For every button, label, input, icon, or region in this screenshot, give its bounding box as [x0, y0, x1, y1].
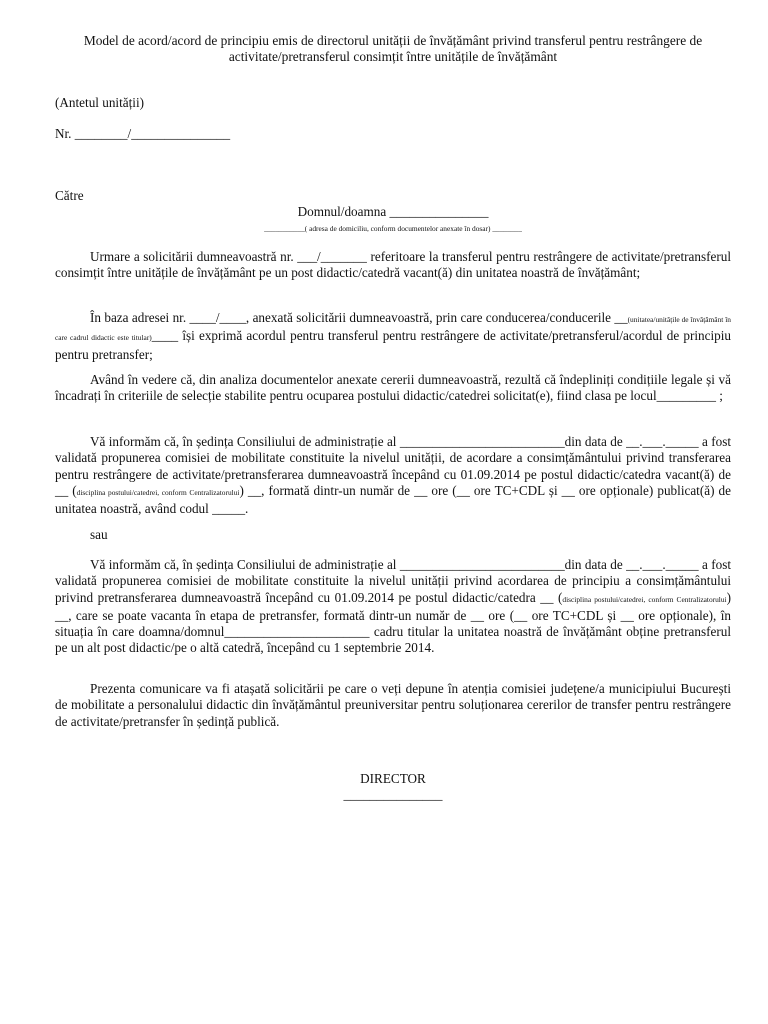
- paragraph-address-agreement-text-a: În baza adresei nr. ____/____, anexată solicitării dumneavoastră, prin care conducerea/conducerile __: [90, 310, 628, 325]
- paragraph-request: Urmare a solicitării dumneavoastră nr. ___/_______ referitoare la transferul pentru restrângere de activitate/pretransferul consimțit între unitățile de învățământ pe un post didactic/catedră vacant(ă) din unitatea noastră de învățământ;: [55, 249, 731, 281]
- address-note: ___________( adresa de domiciliu, conform documentelor anexate în dosar) ________: [264, 224, 522, 233]
- title-line-1: Model de acord/acord de principiu emis de directorul unității de învățământ privind transferul pentru restrângere de: [83, 33, 703, 48]
- addressee-name: Domnul/doamna _______________: [297, 204, 489, 219]
- document-title: [55, 33, 731, 66]
- paragraph-analysis: Având în vedere că, din analiza documentelor anexate cererii dumneavoastră, rezultă că îndepliniți condițiile legale și vă încadrați în criteriile de selecție stabilite pentru ocuparea postului didactic/catedrei solicitat(e), fiind clasa pe locul_________ ;: [55, 372, 731, 404]
- director-title: DIRECTOR: [360, 771, 426, 786]
- unit-header-placeholder: (Antetul unității): [55, 95, 144, 110]
- paragraph-transfer-text-a: Vă informăm că, în ședința Consiliului de administrație al _________________________din data de __.___._____ a fost validată propunerea comisiei de mobilitate constituite la nivelul unității, de acordare a consimțământului privind transferarea pentru restrângere de activitate/pretransferarea dumneavoastră începând cu 01.09.2014 pe postul didactic/catedra vacant(ă) de __ (: [55, 434, 731, 498]
- paragraph-address-agreement-text-b: ____ își exprimă acordul pentru transferul pentru restrângere de activitate/pretransferul/acordul de principiu pentru pretransfer;: [55, 328, 732, 362]
- paragraph-pretransfer-validation: [55, 557, 731, 657]
- paragraph-pretransfer-text-b: ) __, care se poate vacanta în etapa de pretransfer, formată dintr-un număr de __ ore (__ ore TC+CDL și __ ore opționale), în situația în care doamna/domnul______________________ cadru titular la unitatea noastră de învățământ obține pretransferul pe un alt post didactic/pe o altă catedră, începând cu 1 septembrie 2014.: [55, 589, 732, 656]
- alternative-separator: sau: [90, 527, 108, 542]
- paragraph-address-agreement: [55, 310, 731, 363]
- registration-number: Nr. ________/_______________: [55, 126, 231, 141]
- paragraph-pretransfer-text-a: Vă informăm că, în ședința Consiliului de administrație al _________________________din data de __.___._____ a fost validată propunerea comisiei de mobilitate constituite la nivelul unității privind acordarea de principiu a consimțământului privind pretransferarea dumneavoastră începând cu 01.09.2014 pe postul didactic/catedra __ (: [55, 557, 731, 605]
- addressee-label: Către: [55, 188, 84, 203]
- paragraph-transfer-validation: [55, 434, 731, 517]
- paragraph-transfer-text-b: ) __, formată dintr-un număr de __ ore (__ ore TC+CDL și __ ore opționale) publicat(ă) de unitatea noastră, având codul _____.: [55, 482, 731, 517]
- paragraph-communication: Prezenta comunicare va fi atașată solicitării pe care o veți depune în atenția comisiei județene/a municipiului București de mobilitate a personalului didactic din învățământul preuniversitar pentru soluționarea cererilor de transfer pentru restrângere de activitate/pretransfer în ședință publică.: [55, 681, 731, 729]
- paragraph-address-agreement-note: (unitatea/unitățile de învățământ în care cadrul didactic este titular): [55, 315, 731, 343]
- paragraph-transfer-note: disciplina postului/catedrei, conform Centralizatorului: [76, 487, 240, 497]
- director-signature-line: _______________: [343, 787, 443, 802]
- title-line-2: activitate/pretransferul consimțit între unitățile de învățământ: [228, 49, 558, 65]
- paragraph-pretransfer-note: disciplina postului/catedrei, conform Centralizatorului: [562, 594, 727, 604]
